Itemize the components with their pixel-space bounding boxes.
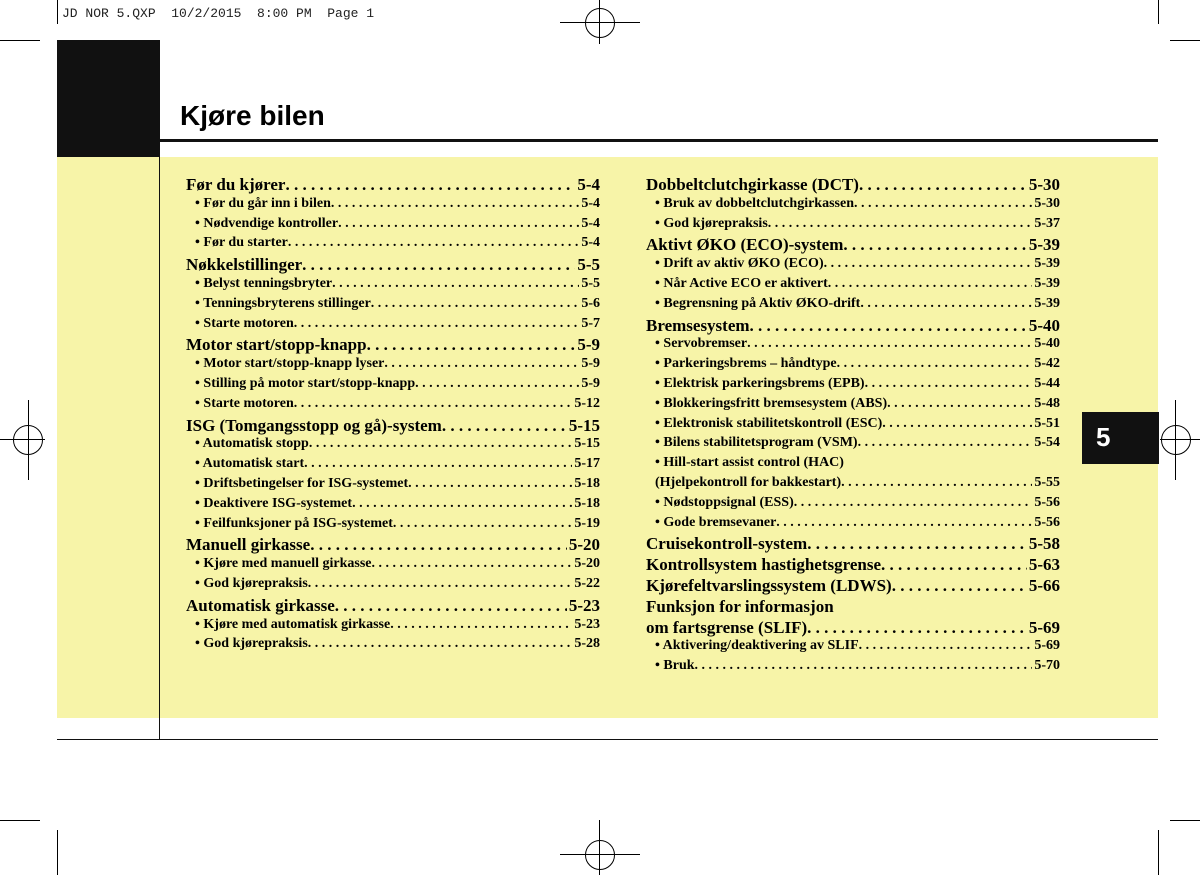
toc-leader-dots <box>843 235 1026 255</box>
toc-leader-dots <box>304 456 572 472</box>
toc-entry-label: • God kjørepraksis <box>195 575 308 591</box>
toc-subsection-entry[interactable] <box>646 435 1060 455</box>
toc-leader-dots <box>768 216 1033 232</box>
toc-subsection-entry[interactable] <box>186 556 600 576</box>
toc-subsection-entry[interactable] <box>646 196 1060 216</box>
toc-subsection-entry[interactable] <box>186 456 600 476</box>
toc-section-entry[interactable] <box>186 335 600 356</box>
toc-page-number: 5-39 <box>1034 295 1060 311</box>
toc-leader-dots <box>887 396 1032 412</box>
toc-leader-dots <box>695 658 1033 674</box>
crop-mark <box>0 40 40 41</box>
toc-leader-dots <box>338 216 579 232</box>
toc-page-number: 5-69 <box>1034 638 1060 654</box>
toc-subsection-entry[interactable] <box>646 276 1060 296</box>
toc-column-right <box>646 175 1060 678</box>
toc-entry-label: • Stilling på motor start/stopp-knapp <box>195 375 416 391</box>
title-rule <box>160 139 1158 142</box>
toc-entry-label: • Motor start/stopp-knapp lyser <box>195 356 385 372</box>
toc-page-number: 5-9 <box>581 375 600 391</box>
toc-page-number: 5-18 <box>574 495 600 511</box>
toc-page-number: 5-19 <box>574 515 600 531</box>
toc-subsection-entry[interactable] <box>646 296 1060 316</box>
toc-section-entry[interactable] <box>186 416 600 437</box>
toc-leader-dots <box>285 175 575 195</box>
toc-entry-label: • Nødstoppsignal (ESS) <box>655 494 794 510</box>
toc-page-number: 5-5 <box>581 275 600 291</box>
toc-page-number: 5-4 <box>581 195 600 211</box>
toc-page-number: 5-69 <box>1028 617 1060 637</box>
toc-page-number: 5-39 <box>1034 275 1060 291</box>
toc-leader-dots <box>747 336 1032 352</box>
toc-subsection-entry[interactable] <box>186 316 600 336</box>
toc-entry-label: • Elektrisk parkeringsbrems (EPB) <box>655 375 865 391</box>
toc-leader-dots <box>390 617 572 633</box>
toc-entry-label: Aktivt ØKO (ECO)-system <box>646 235 844 255</box>
toc-entry-label: Automatisk girkasse <box>186 595 335 615</box>
toc-leader-dots <box>837 356 1033 372</box>
chapter-corner-block <box>57 40 160 157</box>
toc-subsection-entry[interactable] <box>186 436 600 456</box>
toc-page-number: 5-42 <box>1034 356 1060 372</box>
toc-section-entry[interactable] <box>646 576 1060 597</box>
toc-page-number: 5-6 <box>581 295 600 311</box>
toc-entry-label: • Gode bremsevaner <box>655 514 777 530</box>
toc-subsection-entry[interactable] <box>646 475 1060 495</box>
chapter-number: 5 <box>1096 422 1111 452</box>
toc-page-number: 5-17 <box>574 456 600 472</box>
toc-section-entry[interactable] <box>646 235 1060 256</box>
toc-subsection-entry[interactable] <box>186 296 600 316</box>
toc-entry-label: • Drift av aktiv ØKO (ECO) <box>655 256 824 272</box>
toc-subsection-entry[interactable] <box>646 495 1060 515</box>
toc-column-left <box>186 175 600 656</box>
toc-entry-label: om fartsgrense (SLIF) <box>646 617 808 637</box>
toc-leader-dots <box>807 534 1027 554</box>
toc-subsection-entry[interactable] <box>186 356 600 376</box>
toc-entry-label: Bremsesystem <box>646 315 750 335</box>
toc-page-number: 5-23 <box>568 595 600 615</box>
toc-page-number: 5-22 <box>574 575 600 591</box>
toc-entry-label: • Parkeringsbrems – håndtype <box>655 356 837 372</box>
toc-page-number: 5-12 <box>574 395 600 411</box>
toc-entry-label: • Aktivering/deaktivering av SLIF <box>655 638 859 654</box>
toc-page-number: 5-58 <box>1028 534 1060 554</box>
toc-page-number: 5-9 <box>581 356 600 372</box>
toc-entry-label: • Hill-start assist control (HAC) <box>655 455 844 471</box>
toc-leader-dots <box>371 296 580 312</box>
toc-page-number: 5-70 <box>1034 658 1060 674</box>
toc-page-number: 5-39 <box>1034 256 1060 272</box>
toc-section-entry[interactable] <box>646 555 1060 576</box>
toc-leader-dots <box>881 555 1027 575</box>
toc-page-number: 5-9 <box>577 335 600 355</box>
toc-entry-label: • Kjøre med automatisk girkasse <box>195 616 391 632</box>
toc-section-entry[interactable] <box>646 534 1060 555</box>
toc-page-number: 5-40 <box>1028 315 1060 335</box>
toc-entry-label: Motor start/stopp-knapp <box>186 335 367 355</box>
toc-entry-label: ISG (Tomgangsstopp og gå)-system <box>186 415 442 435</box>
toc-leader-dots <box>302 255 575 275</box>
margin-rule <box>159 142 160 740</box>
toc-leader-dots <box>807 618 1027 638</box>
toc-subsection-entry[interactable] <box>186 276 600 296</box>
toc-entry-label: • Starte motoren <box>195 395 294 411</box>
toc-subsection-entry[interactable] <box>186 516 600 536</box>
crop-mark <box>57 0 58 24</box>
toc-section-entry[interactable] <box>646 618 1060 639</box>
toc-page-number: 5-4 <box>581 235 600 251</box>
toc-entry-label: • Bilens stabilitetsprogram (VSM) <box>655 435 858 451</box>
toc-subsection-entry[interactable] <box>186 376 600 396</box>
toc-entry-label: • God kjørepraksis <box>195 636 308 652</box>
toc-entry-label: • Elektronisk stabilitetskontroll (ESC) <box>655 415 883 431</box>
toc-leader-dots <box>828 276 1033 292</box>
toc-leader-dots <box>865 376 1033 392</box>
toc-page-number: 5-55 <box>1034 474 1060 490</box>
toc-page-number: 5-20 <box>568 535 600 555</box>
toc-leader-dots <box>310 535 567 555</box>
toc-entry-label: • Automatisk stopp <box>195 436 309 452</box>
toc-leader-dots <box>854 196 1032 212</box>
toc-subsection-entry[interactable] <box>646 256 1060 276</box>
crop-mark <box>57 830 58 875</box>
toc-leader-dots <box>794 495 1033 511</box>
toc-subsection-entry[interactable] <box>186 617 600 637</box>
toc-leader-dots <box>367 335 576 355</box>
crop-mark <box>0 820 40 821</box>
toc-page-number: 5-28 <box>574 636 600 652</box>
toc-leader-dots <box>824 256 1033 272</box>
toc-entry-label: • Belyst tenningsbryter <box>195 275 333 291</box>
toc-page-number: 5-4 <box>581 215 600 231</box>
toc-page-number: 5-20 <box>574 556 600 572</box>
footer-rule <box>57 739 1158 740</box>
toc-leader-dots <box>308 636 573 652</box>
toc-page-number: 5-40 <box>1034 336 1060 352</box>
toc-leader-dots <box>332 276 579 292</box>
toc-entry-label: • Feilfunksjoner på ISG-systemet <box>195 515 393 531</box>
toc-leader-dots <box>393 516 572 532</box>
toc-subsection-entry[interactable] <box>646 396 1060 416</box>
toc-entry-label: • Nødvendige kontroller <box>195 215 339 231</box>
toc-leader-dots <box>372 556 573 572</box>
toc-page-number: 5-39 <box>1028 235 1060 255</box>
toc-subsection-entry[interactable] <box>186 496 600 516</box>
toc-subsection-entry[interactable] <box>646 416 1060 436</box>
toc-subsection-entry[interactable] <box>646 455 1060 475</box>
toc-entry-label: • Når Active ECO er aktivert <box>655 275 828 291</box>
toc-entry-label: Dobbeltclutchgirkasse (DCT) <box>646 175 859 194</box>
toc-page-number: 5-63 <box>1028 555 1060 575</box>
toc-leader-dots <box>335 596 567 616</box>
toc-leader-dots <box>892 576 1027 596</box>
toc-page-number: 5-56 <box>1034 494 1060 510</box>
toc-leader-dots <box>408 476 572 492</box>
toc-subsection-entry[interactable] <box>646 376 1060 396</box>
toc-page-number: 5-54 <box>1034 435 1060 451</box>
toc-subsection-entry[interactable] <box>186 636 600 656</box>
toc-section-entry[interactable] <box>186 175 600 196</box>
toc-page-number: 5-51 <box>1034 415 1060 431</box>
toc-entry-label: Nøkkelstillinger <box>186 255 303 275</box>
toc-section-entry[interactable] <box>186 255 600 276</box>
toc-entry-label: Kjørefeltvarslingssystem (LDWS) <box>646 575 892 595</box>
toc-entry-label: Cruisekontroll-system <box>646 534 808 554</box>
toc-leader-dots <box>384 356 579 372</box>
toc-page-number: 5-4 <box>577 175 600 194</box>
toc-leader-dots <box>860 296 1032 312</box>
toc-page-number: 5-30 <box>1034 195 1060 211</box>
toc-subsection-entry[interactable] <box>186 476 600 496</box>
toc-entry-label: • Servobremser <box>655 336 748 352</box>
toc-page-number: 5-56 <box>1034 514 1060 530</box>
toc-leader-dots <box>331 196 579 212</box>
chapter-title: Kjøre bilen <box>180 100 325 131</box>
toc-entry-label: • Kjøre med manuell girkasse <box>195 556 372 572</box>
crop-mark <box>1158 0 1159 24</box>
toc-leader-dots <box>308 576 573 592</box>
toc-entry-label: • Starte motoren <box>195 315 294 331</box>
toc-page-number: 5-15 <box>574 436 600 452</box>
toc-page-number: 5-48 <box>1034 395 1060 411</box>
toc-leader-dots <box>352 496 572 512</box>
toc-leader-dots <box>859 175 1027 195</box>
toc-entry-label: • God kjørepraksis <box>655 215 768 231</box>
toc-subsection-entry[interactable] <box>186 196 600 216</box>
toc-leader-dots <box>858 435 1033 451</box>
toc-entry-label: (Hjelpekontroll for bakkestart) <box>655 474 842 490</box>
toc-subsection-entry[interactable] <box>186 576 600 596</box>
toc-entry-label: • Driftsbetingelser for ISG-systemet <box>195 475 409 491</box>
toc-leader-dots <box>859 638 1033 654</box>
crop-mark <box>1170 40 1200 41</box>
print-slug: JD NOR 5.QXP 10/2/2015 8:00 PM Page 1 <box>62 6 375 21</box>
toc-page-number: 5-5 <box>577 255 600 275</box>
toc-subsection-entry[interactable] <box>646 638 1060 658</box>
toc-entry-label: • Bruk <box>655 658 695 674</box>
toc-entry-label: Funksjon for informasjon <box>646 596 834 616</box>
toc-leader-dots <box>750 316 1027 336</box>
toc-subsection-entry[interactable] <box>646 515 1060 535</box>
toc-subsection-entry[interactable] <box>186 216 600 236</box>
toc-leader-dots <box>415 376 579 392</box>
chapter-tab[interactable] <box>1082 412 1159 464</box>
toc-leader-dots <box>309 436 573 452</box>
toc-leader-dots <box>294 316 580 332</box>
toc-page-number: 5-23 <box>574 616 600 632</box>
toc-entry-label: Før du kjører <box>186 175 286 194</box>
toc-page-number: 5-18 <box>574 475 600 491</box>
toc-entry-label: Manuell girkasse <box>186 535 311 555</box>
toc-subsection-entry[interactable] <box>186 396 600 416</box>
toc-leader-dots <box>841 475 1032 491</box>
toc-section-entry[interactable] <box>646 175 1060 196</box>
toc-section-entry[interactable] <box>646 316 1060 337</box>
toc-leader-dots <box>288 235 579 251</box>
toc-subsection-entry[interactable] <box>186 235 600 255</box>
toc-entry-label: Kontrollsystem hastighetsgrense <box>646 555 882 575</box>
toc-subsection-entry[interactable] <box>646 216 1060 236</box>
toc-entry-label: • Deaktivere ISG-systemet <box>195 495 353 511</box>
crop-mark <box>1170 820 1200 821</box>
crop-mark <box>1158 830 1159 875</box>
toc-page-number: 5-66 <box>1028 575 1060 595</box>
toc-entry-label: • Blokkeringsfritt bremsesystem (ABS) <box>655 395 888 411</box>
toc-entry-label: • Bruk av dobbeltclutchgirkassen <box>655 195 854 211</box>
toc-entry-label: • Før du starter <box>195 235 288 251</box>
toc-page-number: 5-44 <box>1034 375 1060 391</box>
toc-entry-label: • Før du går inn i bilen <box>195 195 331 211</box>
toc-entry-label: • Automatisk start <box>195 456 305 472</box>
toc-subsection-entry[interactable] <box>646 658 1060 678</box>
toc-leader-dots <box>882 416 1032 432</box>
toc-section-entry[interactable] <box>186 535 600 556</box>
toc-subsection-entry[interactable] <box>646 336 1060 356</box>
toc-entry-label: • Tenningsbryterens stillinger <box>195 295 371 311</box>
toc-leader-dots <box>776 515 1032 531</box>
toc-page-number: 5-37 <box>1034 215 1060 231</box>
toc-page-number: 5-15 <box>568 415 600 435</box>
toc-section-entry[interactable] <box>646 597 1060 618</box>
toc-leader-dots <box>442 416 567 436</box>
toc-subsection-entry[interactable] <box>646 356 1060 376</box>
toc-section-entry[interactable] <box>186 596 600 617</box>
toc-entry-label: • Begrensning på Aktiv ØKO-drift <box>655 295 861 311</box>
toc-page-number: 5-7 <box>581 315 600 331</box>
toc-leader-dots <box>294 396 573 412</box>
toc-page-number: 5-30 <box>1028 175 1060 194</box>
